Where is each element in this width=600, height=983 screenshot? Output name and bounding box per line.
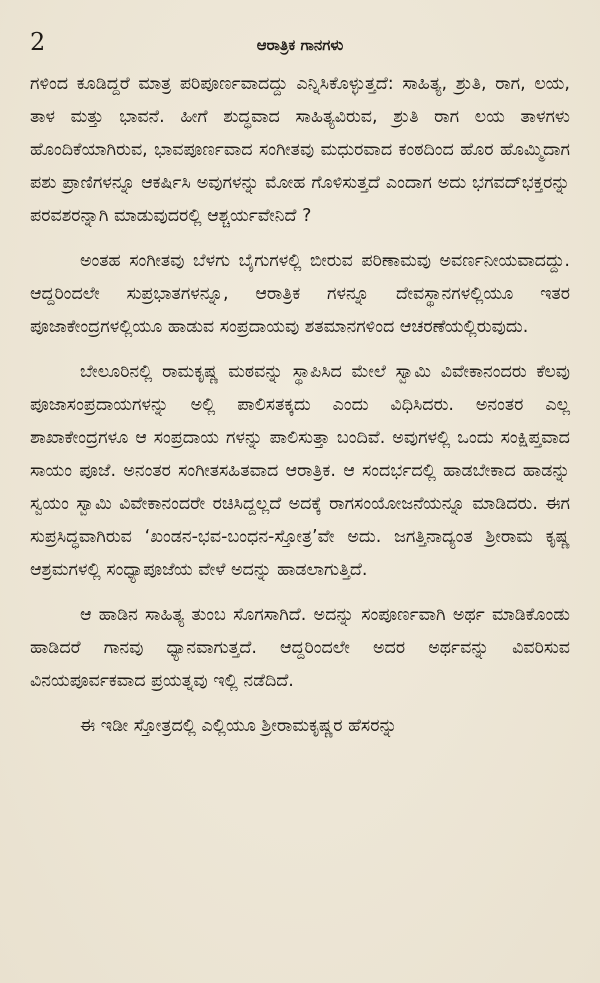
paragraph: ಬೇಲೂರಿನಲ್ಲಿ ರಾಮಕೃಷ್ಣ ಮಠವನ್ನು ಸ್ಥಾಪಿಸಿದ ಮೇಲೆ ಸ್ವಾಮಿ ವಿವೇಕಾನಂದರು ಕೆಲವು ಪೂಜಾಸಂಪ್ರದಾಯಗಳನ್ನು ಅಲ್ಲಿ ಪಾಲಿಸತಕ್ಕದು ಎಂದು ವಿಧಿಸಿದರು. ಅನಂತರ ಎಲ್ಲ ಶಾಖಾಕೇಂದ್ರಗಳೂ ಆ ಸಂಪ್ರದಾಯ ಗಳನ್ನು ಪಾಲಿಸುತ್ತಾ ಬಂದಿವೆ. ಅವುಗಳಲ್ಲಿ ಒಂದು ಸಂಕ್ಷಿಪ್ತವಾದ ಸಾಯಂ ಪೂಜೆ. ಅನಂತರ ಸಂಗೀತಸಹಿತವಾದ ಆರಾತ್ರಿಕ. ಆ ಸಂದರ್ಭದಲ್ಲಿ ಹಾಡಬೇಕಾದ ಹಾಡನ್ನು ಸ್ವಯಂ ಸ್ವಾಮಿ ವಿವೇಕಾನಂದರೇ ರಚಿಸಿದ್ದಲ್ಲದೆ ಅದಕ್ಕೆ ರಾಗಸಂಯೋಜನೆಯನ್ನೂ ಮಾಡಿದರು. ಈಗ ಸುಪ್ರಸಿದ್ಧವಾಗಿರುವ ‘ಖಂಡನ-ಭವ-ಬಂಧನ-ಸ್ತೋತ್ರ’ವೇ ಅದು. ಜಗತ್ತಿನಾದ್ಯಂತ ಶ್ರೀರಾಮ ಕೃಷ್ಣ ಆಶ್ರಮಗಳಲ್ಲಿ ಸಂಧ್ಯಾಪೂಜೆಯ ವೇಳೆ ಅದನ್ನು ಹಾಡಲಾಗುತ್ತಿದೆ. — [30, 362, 570, 580]
page-header — [30, 28, 570, 58]
paragraph: ಈ ಇಡೀ ಸ್ತೋತ್ರದಲ್ಲಿ ಎಲ್ಲಿಯೂ ಶ್ರೀರಾಮಕೃಷ್ಣರ ಹೆಸರನ್ನು — [80, 716, 398, 736]
body-text — [30, 68, 570, 743]
paragraph: ಅಂತಹ ಸಂಗೀತವು ಬೆಳಗು ಬೈಗುಗಳಲ್ಲಿ ಬೀರುವ ಪರಿಣಾಮವು ಅವರ್ಣನೀಯವಾದದ್ದು. ಆದ್ದರಿಂದಲೇ ಸುಪ್ರಭಾತಗಳನ್ನೂ, ಆರಾತ್ರಿಕ ಗಳನ್ನೂ ದೇವಸ್ಥಾನಗಳಲ್ಲಿಯೂ ಇತರ ಪೂಜಾಕೇಂದ್ರಗಳಲ್ಲಿಯೂ ಹಾಡುವ ಸಂಪ್ರದಾಯವು ಶತಮಾನಗಳಿಂದ ಆಚರಣೆಯಲ್ಲಿರುವುದು. — [30, 251, 570, 337]
paragraph: ಗಳಿಂದ ಕೂಡಿದ್ದರೆ ಮಾತ್ರ ಪರಿಪೂರ್ಣವಾದದ್ದು ಎನ್ನಿಸಿಕೊಳ್ಳುತ್ತದೆ: ಸಾಹಿತ್ಯ, ಶ್ರುತಿ, ರಾಗ, ಲಯ, ತಾಳ ಮತ್ತು ಭಾವನೆ. ಹೀಗೆ ಶುದ್ಧವಾದ ಸಾಹಿತ್ಯವಿರುವ, ಶ್ರುತಿ ರಾಗ ಲಯ ತಾಳಗಳು ಹೊಂದಿಕೆಯಾಗಿರುವ, ಭಾವಪೂರ್ಣವಾದ ಸಂಗೀತವು ಮಧುರವಾದ ಕಂಠದಿಂದ ಹೊರ ಹೊಮ್ಮಿದಾಗ ಪಶು ಪ್ರಾಣಿಗಳನ್ನೂ ಆಕರ್ಷಿಸಿ ಅವುಗಳನ್ನು ಮೋಹ ಗೊಳಿಸುತ್ತದೆ ಎಂದಾಗ ಅದು ಭಗವದ್‌ಭಕ್ತರನ್ನು ಪರವಶರನ್ನಾಗಿ ಮಾಡುವುದರಲ್ಲಿ ಆಶ್ಚರ್ಯವೇನಿದೆ ? — [30, 74, 570, 226]
page-number: 2 — [30, 28, 46, 56]
running-head: ಆರಾತ್ರಿಕ ಗಾನಗಳು — [256, 36, 344, 54]
paragraph: ಆ ಹಾಡಿನ ಸಾಹಿತ್ಯ ತುಂಬ ಸೊಗಸಾಗಿದೆ. ಅದನ್ನು ಸಂಪೂರ್ಣವಾಗಿ ಅರ್ಥ ಮಾಡಿಕೊಂಡು ಹಾಡಿದರೆ ಗಾನವು ಧ್ಯಾನವಾಗುತ್ತದೆ. ಆದ್ದರಿಂದಲೇ ಅದರ ಅರ್ಥವನ್ನು ವಿವರಿಸುವ ವಿನಯಪೂರ್ವಕವಾದ ಪ್ರಯತ್ನವು ಇಲ್ಲಿ ನಡೆದಿದೆ. — [30, 605, 570, 691]
